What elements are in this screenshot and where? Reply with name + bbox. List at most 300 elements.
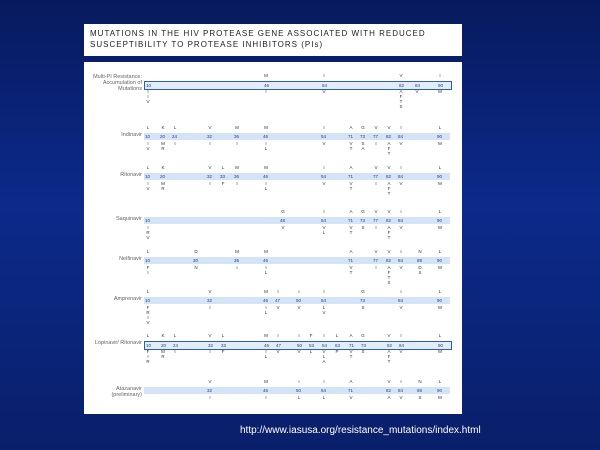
mutant-residue: V <box>297 349 301 354</box>
codon-number: 10 <box>145 174 151 179</box>
codon-number: 84 <box>398 258 404 263</box>
mutant-residue: V <box>146 235 150 240</box>
mutant-residue: V <box>349 141 353 146</box>
wild-type-residue: M <box>264 165 268 170</box>
mutant-residue: V <box>349 265 353 270</box>
mutant-residue: I <box>174 141 176 146</box>
wild-type-residue: G <box>361 289 365 294</box>
mutant-residue: L <box>322 354 326 359</box>
codon-number: 71 <box>348 134 354 139</box>
mutant-residue: R <box>161 186 165 191</box>
wild-type-residue: M <box>235 125 239 130</box>
codon-number: 90 <box>438 343 444 348</box>
wild-type-residue: V <box>387 379 391 384</box>
wild-type-residue: A <box>349 249 353 254</box>
drug-name: Amprenavir <box>113 296 142 302</box>
wild-type-residue: I <box>323 209 325 214</box>
mutant-residue: R <box>146 310 150 315</box>
codon-number: 90 <box>437 174 443 179</box>
wild-type-residue: M <box>264 125 268 130</box>
mutant-residue: A <box>361 146 365 151</box>
wild-type-residue: L <box>221 333 225 338</box>
codon-number: 71 <box>348 258 354 263</box>
mutant-residue: A <box>387 349 391 354</box>
codon-number: 46 <box>263 388 269 393</box>
codon-number: 84 <box>399 343 405 348</box>
codon-number: 88 <box>417 258 423 263</box>
mutant-residue: S <box>387 280 391 285</box>
mutant-residue: V <box>399 395 403 400</box>
codon-number: 54 <box>321 174 327 179</box>
wild-type-residue: I <box>323 379 325 384</box>
codon-band <box>144 387 450 394</box>
mutant-residue: M <box>438 181 442 186</box>
codon-number: 71 <box>348 218 354 223</box>
codon-band <box>144 133 450 140</box>
wild-type-residue: I <box>298 289 300 294</box>
codon-number: 10 <box>145 298 151 303</box>
mutant-residue: T <box>349 354 353 359</box>
codon-number: 33 <box>221 343 227 348</box>
wild-type-residue: N <box>418 249 422 254</box>
codon-band <box>144 297 450 304</box>
mutant-residue: T <box>387 235 391 240</box>
mutant-residue: I <box>147 94 149 99</box>
wild-type-residue: I <box>298 379 300 384</box>
codon-number: 54 <box>321 388 327 393</box>
codon-number: 32 <box>207 174 213 179</box>
mutant-residue: I <box>236 181 238 186</box>
codon-number: 63 <box>335 343 341 348</box>
mutant-residue: V <box>281 225 285 230</box>
codon-number: 33 <box>220 174 226 179</box>
mutant-residue: L <box>264 354 268 359</box>
codon-number: 20 <box>161 343 167 348</box>
mutant-residue: M <box>438 395 442 400</box>
codon-number: 82 <box>386 134 392 139</box>
mutant-residue: M <box>438 141 442 146</box>
wild-type-residue: I <box>323 289 325 294</box>
mutant-residue: A <box>322 359 326 364</box>
mutant-residue: I <box>147 89 149 94</box>
codon-number: 47 <box>275 298 281 303</box>
title-line-2: SUSCEPTIBILITY TO PROTEASE INHIBITORS (PIs) <box>90 40 324 49</box>
mutant-residue: V <box>399 349 403 354</box>
mutant-residue: I <box>209 395 211 400</box>
codon-band <box>144 217 450 224</box>
wild-type-residue: V <box>374 209 378 214</box>
codon-number: 54 <box>321 298 327 303</box>
mutant-residue: V <box>146 99 150 104</box>
wild-type-residue: I <box>323 73 325 78</box>
wild-type-residue: V <box>387 209 391 214</box>
codon-number: 73 <box>360 218 366 223</box>
wild-type-residue: K <box>161 333 165 338</box>
mutant-residue: M <box>438 265 442 270</box>
wild-type-residue: V <box>387 165 391 170</box>
mutant-residue: M <box>438 305 442 310</box>
wild-type-residue: V <box>387 333 391 338</box>
mutant-residue: D <box>418 265 422 270</box>
wild-type-residue: G <box>361 333 365 338</box>
mutant-residue: I <box>375 265 377 270</box>
wild-type-residue: L <box>146 165 150 170</box>
codon-number: 90 <box>437 388 443 393</box>
mutant-residue: I <box>265 141 267 146</box>
wild-type-residue: L <box>146 125 150 130</box>
mutant-residue: I <box>375 225 377 230</box>
codon-number: 77 <box>373 174 379 179</box>
drug-name: Multi-PI Resistance: Accumulation of Mutations <box>93 74 142 92</box>
mutant-residue: T <box>387 275 391 280</box>
wild-type-residue: G <box>361 125 365 130</box>
mutant-residue: S <box>418 270 422 275</box>
mutant-residue: A <box>387 141 391 146</box>
wild-type-residue: I <box>323 125 325 130</box>
codon-number: 84 <box>398 174 404 179</box>
codon-number: 82 <box>399 83 405 88</box>
wild-type-residue: A <box>349 379 353 384</box>
wild-type-residue: V <box>387 125 391 130</box>
mutant-residue: S <box>361 225 365 230</box>
codon-number: 54 <box>321 134 327 139</box>
wild-type-residue: I <box>323 333 325 338</box>
codon-number: 46 <box>263 258 269 263</box>
mutant-residue: V <box>322 310 326 315</box>
mutant-residue: N <box>194 265 198 270</box>
codon-number: 36 <box>234 134 240 139</box>
mutant-residue: F <box>387 146 391 151</box>
mutant-residue: T <box>349 270 353 275</box>
mutant-residue: I <box>147 225 149 230</box>
codon-number: 10 <box>145 134 151 139</box>
wild-type-residue: D <box>194 249 198 254</box>
wild-type-residue: V <box>208 379 212 384</box>
mutant-residue: V <box>322 141 326 146</box>
codon-number: 90 <box>437 258 443 263</box>
wild-type-residue: I <box>439 73 441 78</box>
mutant-residue: L <box>264 186 268 191</box>
mutant-residue: A <box>399 89 403 94</box>
wild-type-residue: I <box>298 333 300 338</box>
wild-type-residue: L <box>438 289 442 294</box>
codon-number: 77 <box>373 218 379 223</box>
wild-type-residue: L <box>146 333 150 338</box>
codon-number: 32 <box>208 343 214 348</box>
wild-type-residue: L <box>438 333 442 338</box>
codon-number: 50 <box>297 343 303 348</box>
codon-number: 20 <box>160 174 166 179</box>
mutant-residue: V <box>349 395 353 400</box>
wild-type-residue: M <box>264 249 268 254</box>
mutant-residue: I <box>209 305 211 310</box>
mutant-residue: V <box>399 141 403 146</box>
codon-number: 73 <box>361 343 367 348</box>
mutant-residue: L <box>309 349 313 354</box>
mutant-residue: V <box>322 225 326 230</box>
wild-type-residue: I <box>400 289 402 294</box>
drug-name: Atazanavir (preliminary) <box>111 386 142 398</box>
mutant-residue: S <box>361 349 365 354</box>
mutant-residue: L <box>264 270 268 275</box>
wild-type-residue: M <box>264 379 268 384</box>
mutant-residue: M <box>438 349 442 354</box>
codon-number: 84 <box>398 134 404 139</box>
codon-number: 82 <box>386 174 392 179</box>
codon-band <box>144 173 450 180</box>
wild-type-residue: A <box>349 333 353 338</box>
codon-number: 32 <box>207 134 213 139</box>
codon-number: 84 <box>415 83 421 88</box>
codon-number: 47 <box>276 343 282 348</box>
codon-number: 77 <box>373 134 379 139</box>
codon-number: 50 <box>296 298 302 303</box>
wild-type-residue: I <box>400 125 402 130</box>
mutant-residue: I <box>265 349 267 354</box>
drug-name: Indinavir <box>121 132 142 138</box>
mutant-residue: V <box>399 181 403 186</box>
codon-number: 20 <box>160 134 166 139</box>
mutant-residue: I <box>265 265 267 270</box>
mutant-residue: I <box>265 181 267 186</box>
codon-number: 10 <box>145 258 151 263</box>
mutant-residue: V <box>349 349 353 354</box>
wild-type-residue: I <box>323 165 325 170</box>
codon-number: 82 <box>386 258 392 263</box>
wild-type-residue: L <box>146 289 150 294</box>
codon-number: 73 <box>360 134 366 139</box>
mutant-residue: L <box>264 310 268 315</box>
mutant-residue: F <box>387 230 391 235</box>
wild-type-residue: V <box>374 249 378 254</box>
mutant-residue: F <box>399 94 403 99</box>
codon-number: 84 <box>398 388 404 393</box>
codon-number: 53 <box>309 343 315 348</box>
wild-type-residue: V <box>208 333 212 338</box>
wild-type-residue: L <box>173 125 177 130</box>
mutant-residue: I <box>147 354 149 359</box>
wild-type-residue: A <box>349 165 353 170</box>
codon-number: 46 <box>264 343 270 348</box>
wild-type-residue: L <box>221 165 225 170</box>
codon-number: 71 <box>348 388 354 393</box>
codon-number: 90 <box>437 134 443 139</box>
mutant-residue: V <box>322 181 326 186</box>
mutant-residue: I <box>375 181 377 186</box>
mutant-residue: F <box>387 354 391 359</box>
mutant-residue: I <box>147 141 149 146</box>
title-line-1: MUTATIONS IN THE HIV PROTEASE GENE ASSOCIATED WITH REDUCED <box>90 29 426 38</box>
wild-type-residue: L <box>438 209 442 214</box>
mutant-residue: I <box>265 89 267 94</box>
codon-number: 82 <box>387 343 393 348</box>
codon-number: 30 <box>193 258 199 263</box>
wild-type-residue: K <box>161 165 165 170</box>
codon-number: 73 <box>360 298 366 303</box>
codon-number: 54 <box>322 343 328 348</box>
codon-band <box>144 81 452 90</box>
mutant-residue: T <box>349 230 353 235</box>
mutant-residue: L <box>322 395 326 400</box>
mutant-residue: R <box>146 359 150 364</box>
wild-type-residue: I <box>400 333 402 338</box>
mutant-residue: V <box>349 225 353 230</box>
codon-number: 46 <box>263 174 269 179</box>
drug-name: Ritonavir <box>120 172 142 178</box>
wild-type-residue: I <box>277 333 279 338</box>
mutant-residue: I <box>265 305 267 310</box>
wild-type-residue: I <box>400 209 402 214</box>
wild-type-residue: V <box>374 165 378 170</box>
mutant-residue: M <box>438 225 442 230</box>
drug-name: Saquinavir <box>116 216 142 222</box>
mutant-residue: M <box>161 181 165 186</box>
wild-type-residue: L <box>335 333 339 338</box>
codon-number: 88 <box>417 388 423 393</box>
codon-number: 90 <box>438 83 444 88</box>
codon-number: 82 <box>386 218 392 223</box>
mutant-residue: F <box>146 305 150 310</box>
mutant-residue: V <box>322 89 326 94</box>
mutant-residue: F <box>146 265 150 270</box>
codon-number: 24 <box>172 134 178 139</box>
codon-number: 48 <box>280 218 286 223</box>
mutant-residue: T <box>387 359 391 364</box>
codon-number: 10 <box>146 83 152 88</box>
mutant-residue: I <box>375 141 377 146</box>
mutant-residue: I <box>147 181 149 186</box>
mutant-residue: T <box>349 186 353 191</box>
mutant-residue: L <box>322 230 326 235</box>
mutant-residue: V <box>399 305 403 310</box>
wild-type-residue: L <box>438 125 442 130</box>
codon-number: 90 <box>437 218 443 223</box>
wild-type-residue: L <box>438 249 442 254</box>
mutant-residue: R <box>146 230 150 235</box>
source-url[interactable]: http://www.iasusa.org/resistance_mutations/index.html <box>240 425 481 436</box>
mutant-residue: V <box>146 146 150 151</box>
codon-number: 32 <box>207 298 213 303</box>
codon-number: 46 <box>264 83 270 88</box>
wild-type-residue: V <box>387 249 391 254</box>
wild-type-residue: V <box>208 125 212 130</box>
wild-type-residue: M <box>264 73 268 78</box>
wild-type-residue: K <box>161 125 165 130</box>
codon-band <box>144 257 450 264</box>
mutant-residue: T <box>349 146 353 151</box>
wild-type-residue: G <box>361 209 365 214</box>
title-box <box>84 24 462 56</box>
mutant-residue: M <box>161 141 165 146</box>
wild-type-residue: V <box>399 73 403 78</box>
wild-type-residue: M <box>235 249 239 254</box>
mutant-residue: I <box>209 141 211 146</box>
mutant-residue: I <box>147 270 149 275</box>
wild-type-residue: A <box>349 125 353 130</box>
wild-type-residue: L <box>438 165 442 170</box>
mutant-residue: V <box>322 349 326 354</box>
mutant-residue: S <box>418 395 422 400</box>
mutant-residue: R <box>161 354 165 359</box>
codon-number: 46 <box>263 134 269 139</box>
mutant-residue: S <box>361 305 365 310</box>
mutant-residue: V <box>349 181 353 186</box>
mutant-residue: L <box>264 146 268 151</box>
codon-number: 36 <box>234 174 240 179</box>
wild-type-residue: M <box>235 165 239 170</box>
codon-number: 10 <box>146 343 152 348</box>
wild-type-residue: V <box>374 125 378 130</box>
codon-number: 50 <box>296 388 302 393</box>
mutant-residue: T <box>399 99 403 104</box>
mutant-residue: F <box>387 270 391 275</box>
mutant-residue: A <box>387 225 391 230</box>
mutant-residue: F <box>146 349 150 354</box>
codon-number: 46 <box>263 298 269 303</box>
codon-number: 84 <box>398 218 404 223</box>
wild-type-residue: I <box>400 165 402 170</box>
mutant-residue: I <box>174 349 176 354</box>
mutant-residue: V <box>276 305 280 310</box>
mutant-residue: I <box>236 265 238 270</box>
codon-number: 54 <box>321 218 327 223</box>
mutant-residue: F <box>221 349 225 354</box>
mutant-residue: I <box>236 141 238 146</box>
mutant-residue: I <box>209 181 211 186</box>
wild-type-residue: L <box>146 249 150 254</box>
mutant-residue: A <box>387 265 391 270</box>
wild-type-residue: I <box>400 379 402 384</box>
mutation-table <box>84 62 462 414</box>
mutant-residue: P <box>335 349 339 354</box>
drug-name: Lopinavir/ Ritonavir <box>94 340 142 346</box>
codon-number: 71 <box>349 343 355 348</box>
codon-number: 54 <box>322 83 328 88</box>
codon-number: 71 <box>348 174 354 179</box>
mutant-residue: M <box>438 89 442 94</box>
mutant-residue: V <box>297 305 301 310</box>
codon-number: 82 <box>386 388 392 393</box>
codon-number: 24 <box>173 343 179 348</box>
mutant-residue: V <box>146 320 150 325</box>
wild-type-residue: M <box>264 289 268 294</box>
wild-type-residue: G <box>281 209 285 214</box>
codon-number: 77 <box>373 258 379 263</box>
mutant-residue: S <box>399 104 403 109</box>
mutant-residue: A <box>387 181 391 186</box>
wild-type-residue: I <box>277 289 279 294</box>
mutant-residue: I <box>209 349 211 354</box>
codon-number: 84 <box>398 298 404 303</box>
mutant-residue: V <box>415 89 419 94</box>
mutant-residue: V <box>276 349 280 354</box>
mutant-residue: V <box>146 186 150 191</box>
mutant-residue: T <box>387 151 391 156</box>
mutant-residue: L <box>297 395 301 400</box>
wild-type-residue: V <box>208 165 212 170</box>
wild-type-residue: L <box>173 333 177 338</box>
wild-type-residue: I <box>400 249 402 254</box>
mutant-residue: A <box>387 395 391 400</box>
drug-name: Nelfinavir <box>119 256 142 262</box>
mutant-residue: I <box>265 395 267 400</box>
wild-type-residue: A <box>349 209 353 214</box>
codon-number: 32 <box>207 388 213 393</box>
wild-type-residue: V <box>208 289 212 294</box>
codon-number: 90 <box>437 298 443 303</box>
mutant-residue: V <box>399 225 403 230</box>
mutant-residue: T <box>387 191 391 196</box>
